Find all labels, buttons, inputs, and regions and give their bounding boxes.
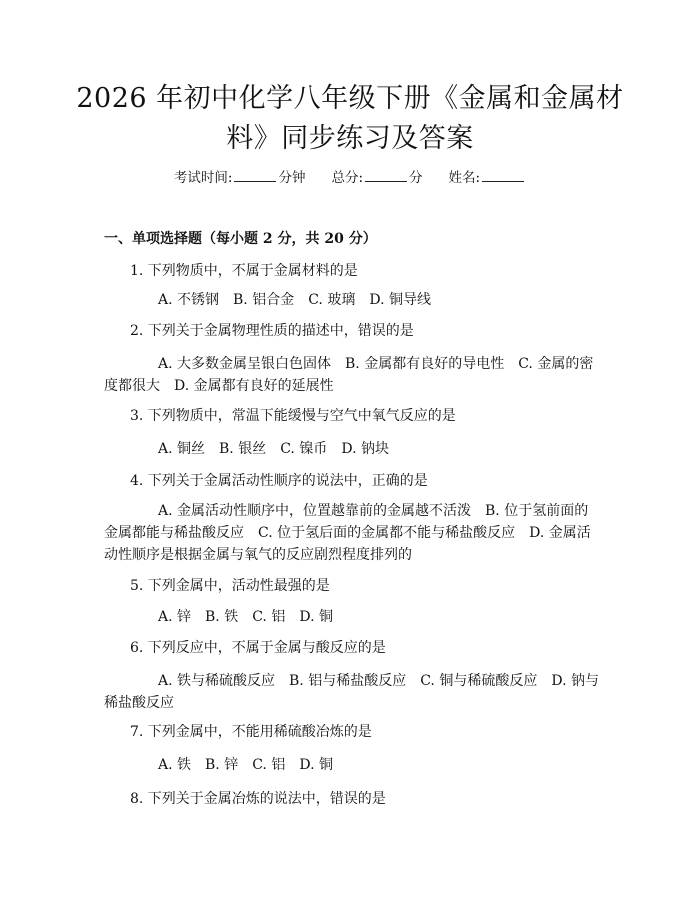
question-stem: 1. 下列物质中，不属于金属材料的是: [130, 263, 358, 279]
question-stem: 3. 下列物质中，常温下能缓慢与空气中氧气反应的是: [130, 408, 456, 424]
option-c: C. 镍币: [280, 441, 328, 457]
total-score-blank: [365, 168, 407, 182]
question-stem: 5. 下列金属中，活动性最强的是: [130, 578, 330, 594]
question-stem: 4. 下列关于金属活动性顺序的说法中，正确的是: [130, 473, 428, 489]
question-stem: 7. 下列金属中，不能用稀硫酸冶炼的是: [130, 724, 372, 740]
option-d: D. 金属都有良好的延展性: [174, 378, 334, 394]
option-a: A. 锌: [158, 609, 192, 625]
document-title-line-1: 2026 年初中化学八年级下册《金属和金属材: [76, 83, 624, 114]
total-score-label: 总分:: [331, 170, 364, 186]
option-d: D. 铜: [299, 757, 333, 773]
exam-time-blank: [234, 168, 276, 182]
question-options: [104, 670, 600, 714]
option-c: C. 铝: [252, 757, 286, 773]
option-b: B. 铝与稀盐酸反应: [289, 673, 407, 689]
option-b: B. 位于氢前面的金属都能与稀盐酸反应: [104, 503, 589, 541]
option-a: A. 铁与稀硫酸反应: [158, 673, 276, 689]
exam-info-bar: [0, 168, 700, 188]
exam-time-unit: 分钟: [278, 170, 306, 186]
student-name-label: 姓名:: [448, 170, 481, 186]
option-a: A. 金属活动性顺序中，位置越靠前的金属越不活泼: [158, 503, 472, 519]
option-b: B. 铝合金: [233, 292, 295, 308]
exam-time-label: 考试时间:: [173, 170, 233, 186]
option-c: C. 铜与稀硫酸反应: [420, 673, 538, 689]
option-b: B. 银丝: [219, 441, 267, 457]
question-options: [104, 438, 600, 460]
option-b: B. 锌: [205, 757, 239, 773]
student-name-blank: [482, 168, 524, 182]
question-options: [104, 353, 600, 397]
option-d: D. 钠与稀盐酸反应: [104, 673, 599, 711]
question-stem: 2. 下列关于金属物理性质的描述中，错误的是: [130, 323, 414, 339]
option-a: A. 大多数金属呈银白色固体: [158, 356, 332, 372]
option-b: B. 铁: [205, 609, 239, 625]
option-c: C. 位于氢后面的金属都不能与稀盐酸反应: [258, 525, 516, 541]
total-score-unit: 分: [409, 170, 423, 186]
question-options: [104, 754, 600, 776]
option-b: B. 金属都有良好的导电性: [345, 356, 505, 372]
section-heading: 一、单项选择题（每小题 2 分，共 20 分）: [104, 231, 377, 247]
question-options: [104, 500, 600, 566]
question-options: [104, 606, 600, 628]
option-d: D. 钠块: [341, 441, 389, 457]
option-a: A. 铁: [158, 757, 192, 773]
question-stem: 8. 下列关于金属冶炼的说法中，错误的是: [130, 791, 386, 807]
option-d: D. 铜: [299, 609, 333, 625]
document-title-line-2: 料》同步练习及答案: [226, 123, 474, 154]
option-d: D. 金属活动性顺序是根据金属与氧气的反应剧烈程度排列的: [104, 525, 591, 563]
option-d: D. 铜导线: [369, 292, 431, 308]
question-stem: 6. 下列反应中，不属于金属与酸反应的是: [130, 640, 386, 656]
option-c: C. 金属的密度都很大: [104, 356, 594, 394]
option-a: A. 铜丝: [158, 441, 206, 457]
question-options: [104, 289, 600, 311]
option-c: C. 玻璃: [308, 292, 356, 308]
option-c: C. 铝: [252, 609, 286, 625]
option-a: A. 不锈钢: [158, 292, 220, 308]
